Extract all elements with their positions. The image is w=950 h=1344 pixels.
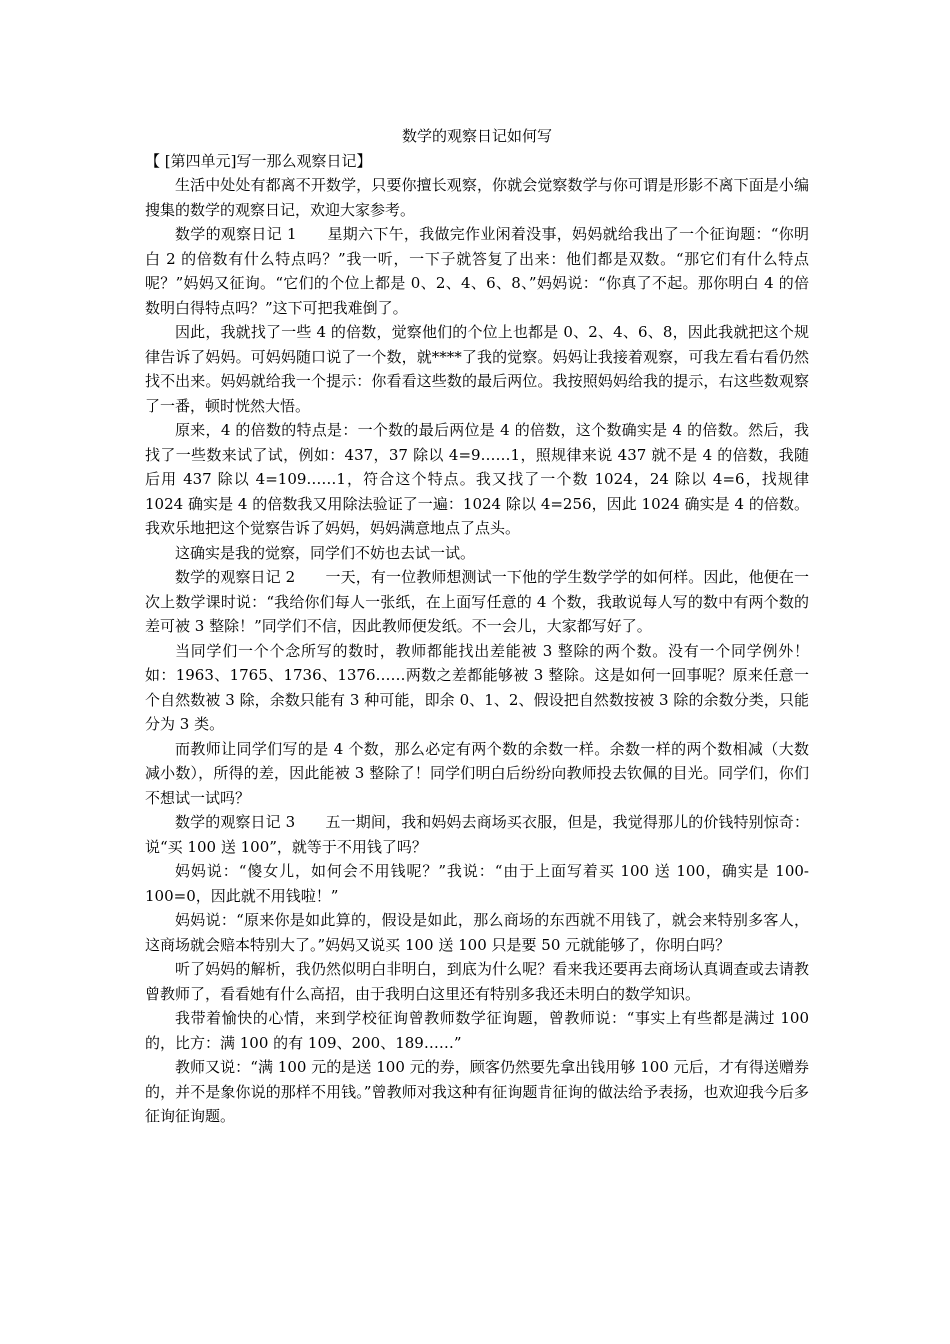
section-heading: 【 [第四单元]写一那么观察日记】 <box>145 151 372 170</box>
paragraph: 因此，我就找了一些 4 的倍数，觉察他们的个位上也都是 0、2、4、6、8，因此我就把这个规律告诉了妈妈。可妈妈随口说了一个数，就****了我的觉察。妈妈让我接着观察，可我左看右看仍然找不出来。妈妈就给我一个提示：你看看这些数的最后两位。我按照妈妈给我的提示，右这些数观察了一番，顿时恍然大悟。 <box>145 323 809 415</box>
paragraph: 这确实是我的觉察，同学们不妨也去试一试。 <box>175 543 476 562</box>
document-page <box>145 124 809 1129</box>
paragraph: 而教师让同学们写的是 4 个数，那么必定有两个数的余数一样。余数一样的两个数相减（大数减小数），所得的差，因此能被 3 整除了！同学们明白后纷纷向教师投去钦佩的目光。同学们，你们不想试一试吗？ <box>145 739 809 807</box>
paragraph: 我带着愉快的心情，来到学校征询曾教师数学征询题，曾教师说：“事实上有些都是满过 100 的，比方：满 100 的有 109、200、189……” <box>145 1009 809 1052</box>
paragraph: 数学的观察日记 3 五一期间，我和妈妈去商场买衣服，但是，我觉得那儿的价钱特别惊奇：说“买 100 送 100”，就等于不用钱了吗？ <box>145 813 809 856</box>
paragraph: 数学的观察日记 1 星期六下午，我做完作业闲着没事，妈妈就给我出了一个征询题：“你明白 2 的倍数有什么特点吗？”我一听，一下子就答复了出来：他们都是双数。“那它们有什么特点呢？”妈妈又征询。“它们的个位上都是 0、2、4、6、8、”妈妈说：“你真了不起。那你明白 4 的倍数明白得特点吗？”这下可把我难倒了。 <box>145 225 809 317</box>
paragraph: 妈妈说：“傻女儿，如何会不用钱呢？”我说：“由于上面写着买 100 送 100，确实是 100-100=0，因此就不用钱啦！” <box>145 862 809 905</box>
paragraph: 数学的观察日记 2 一天，有一位教师想测试一下他的学生数学学的如何样。因此，他便在一次上数学课时说：“我给你们每人一张纸，在上面写任意的 4 个数，我敢说每人写的数中有两个数的差可被 3 整除！”同学们不信，因此教师便发纸。不一会儿，大家都写好了。 <box>145 568 809 635</box>
document-title: 数学的观察日记如何写 <box>401 127 552 145</box>
paragraph: 教师又说：“满 100 元的是送 100 元的券，顾客仍然要先拿出钱用够 100 元后，才有得送赠券的，并不是象你说的那样不用钱。”曾教师对我这种有征询题肯征询的做法给予表扬，也欢迎我今后多征询征询题。 <box>145 1058 809 1125</box>
paragraph: 原来，4 的倍数的特点是：一个数的最后两位是 4 的倍数，这个数确实是 4 的倍数。然后，我找了一些数来试了试，例如：437，37 除以 4=9……1，照规律来说 437 就不是 4 的倍数，我随后用 437 除以 4=109……1，符合这个特点。我又找了一个数 1024，24 除以 4=6，找规律 1024 确实是 4 的倍数我又用除法验证了一遍：1024 除以 4=256，因此 1024 确实是 4 的倍数。我欢乐地把这个觉察告诉了妈妈，妈妈满意地点了点头。 <box>145 421 809 537</box>
paragraph: 妈妈说：“原来你是如此算的，假设是如此，那么商场的东西就不用钱了，就会来特别多客人，这商场就会赔本特别大了。”妈妈又说买 100 送 100 只是要 50 元就能够了，你明白吗？ <box>145 911 809 954</box>
paragraph: 当同学们一个个念所写的数时，教师都能找出差能被 3 整除的两个数。没有一个同学例外！如：1963、1765、1736、1376……两数之差都能够被 3 整除。这是如何一回事呢？原来任意一个自然数被 3 除，余数只能有 3 种可能，即余 0、1、2、假设把自然数按被 3 除的余数分类，只能分为 3 类。 <box>145 641 809 733</box>
paragraph: 听了妈妈的解析，我仍然似明白非明白，到底为什么呢？看来我还要再去商场认真调查或去请教曾教师了，看看她有什么高招，由于我明白这里还有特别多我还未明白的数学知识。 <box>145 960 809 1003</box>
paragraph: 生活中处处有都离不开数学，只要你擅长观察，你就会觉察数学与你可谓是形影不离下面是小编搜集的数学的观察日记，欢迎大家参考。 <box>145 176 809 219</box>
